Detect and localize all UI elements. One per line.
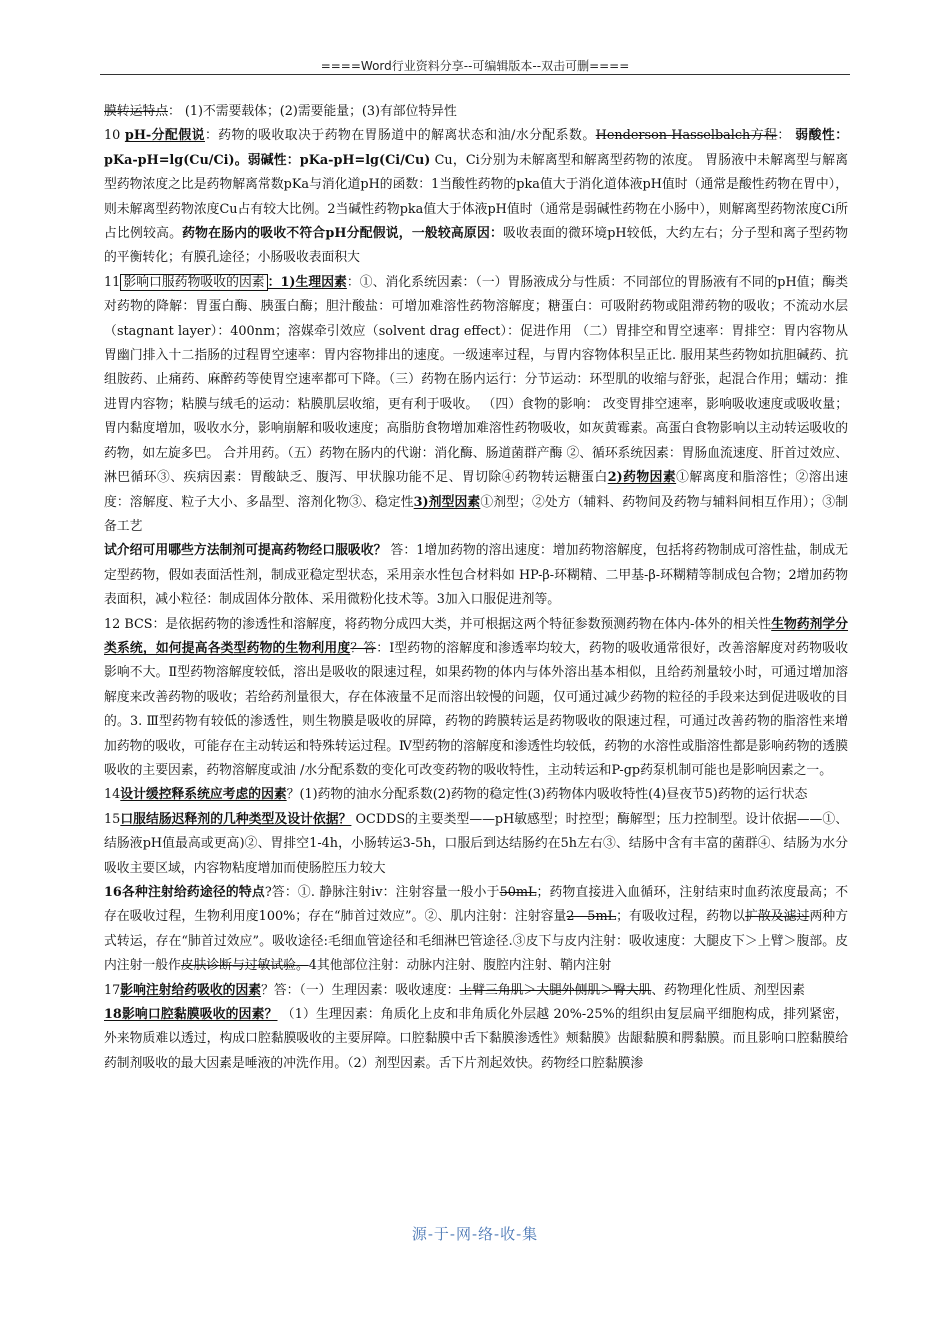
term-text: 影响注射给药吸收的因素 [120,982,262,998]
text-run: 12 BCS：是依据药物的渗透性和溶解度，将药物分成四大类，并可根据这两个特征参数预测药物在体内-体外的相关性 [104,616,772,632]
text-run: 答：1增加药物的溶出速度：增加药物溶解度，包括将药物制成可溶性盐，制成无定型药物，假如表面活性剂，制成亚稳定型状态，采用亲水性包合材料如 HP-β-环糊精、二甲基-β-环糊精等制成包合物；2增加药物表面积，减小粒径：制成固体分散体、采用微粉化技术等。3加入口服促进剂等。 [104,543,849,608]
term-text: 1)生理因素 [280,274,347,290]
text-run: ；药物直接进入血循环，注射结束时血药浓度最高；不存在吸收过程，生物利用度100%；存在“肺首过效应”。②、肌内注射：注射容量 [104,885,849,925]
paragraph [104,100,848,124]
bold-text: 16各种注射给药途径的特点 [104,885,265,900]
text-run: ：Ⅰ型药物的溶解度和渗透率均较大，药物的吸收通常很好，改善溶解度对药物吸收影响不大。Ⅱ型药物溶解度较低，溶出是吸收的限速过程，如果药物的体内与体外溶出基本相似，且给药剂量较小时，可通过增加溶解度来改善药物的吸收；若给药剂量很大，存在体液量不足而溶出较慢的问题，仅可通过减少药物的粒径的手段来达到促进吸收的目的。3. Ⅲ型药物有较低的渗透性，则生物膜是吸收的屏障，药物的跨膜转运是药物吸收的限速过程，可通过改善药物的脂溶性来增加药物的吸收，可能存在主动转运和特殊转运过程。Ⅳ型药物的溶解度和渗透性均较低，药物的水溶性或脂溶性都是影响药物的透膜吸收的主要因素，药物溶解度或油 /水分配系数的变化可改变药物的吸收特性，主动转运和P-gp药泵机制可能也是影响因素之一。 [104,640,849,778]
paragraph [104,783,848,807]
text-run: Cu，Ci分别为未解离型和解离型药物的浓度。 胃肠液中未解离型与解离型药物浓度之比是药物解离常数pKa与消化道pH的函数：1当酸性药物的pka值大于消化道体液pH值时（通常是酸性药物在胃中），则未解离型药物浓度Cu占有较大比例。2当碱性药物pka值大于体液pH值时（通常是弱碱性药物在小肠中），则解离型药物浓度Ci所占比例较高。 [104,152,848,242]
text-run: 17 [104,982,121,998]
term-text: 设计缓控释系统应考虑的因素 [120,787,287,803]
term-text: 口服结肠迟释剂的几种类型及设计依据？ [120,811,352,827]
strike-text: 上臂三角肌＞大腿外侧肌＞臀大肌 [459,982,652,998]
text-run: ：①、消化系统因素：（一）胃肠液成分与性质：不同部位的胃肠液有不同的pH值；酶类对药物的降解：胃蛋白酶、胰蛋白酶；胆汁酸盐：可增加难溶性药物溶解度；糖蛋白：可吸附药物或阻滞药物的吸收；不流动水层（stagnant layer）：400nm；溶媒牵引效应（solvent drag effect）：促进作用 （二）胃排空和胃空速率：胃排空：胃内容物从胃幽门排入十二指肠的过程胃空速率：胃内容物排出的速度。一级速率过程，与胃内容物体积呈正比. 服用某些药物如抗胆碱药、抗组胺药、止痛药、麻醉药等使胃空速率都可下降。（三）药物在肠内运行：分节运动：环型肌的收缩与舒张，起混合作用；蠕动：推进胃内容物；粘膜与绒毛的运动：粘膜肌层收缩，更有利于吸收。 （四）食物的影响： 改变胃排空速率，影响吸收速度或吸收量；胃内黏度增加，吸收水分，影响崩解和吸收速度；高脂肪食物增加难溶性药物吸收，如灰黄霉素。高蛋白食物影响以主动转运吸收的药物，如左旋多巴。 合并用药。（五）药物在肠内的代谢：消化酶、肠道菌群产酶 ②、循环系统因素：胃肠血流速度、肝首过效应、淋巴循环③、疾病因素：胃酸缺乏、腹泻、甲状腺功能不足、胃切除④药物转运糖蛋白 [104,274,849,486]
text-run: ?答：①. 静脉注射iv：注射容量一般小于 [264,885,500,900]
strike-text: 50mL [499,885,537,900]
strike-text: 皮肤诊断与过敏试验。 [180,958,309,974]
bold-text: 药物在肠内的吸收不符合pH分配假说，一般较高原因： [182,226,504,242]
text-run: 15 [104,811,121,827]
strike-text: 2—5mL [566,909,617,925]
text-run: ；有吸收过程，药物以 [616,909,745,925]
text-run: ： (1)不需要载体；(2)需要能量；(3)有部位特异性 [167,104,457,119]
bold-text: 弱酸性：pKa-pH=lg(Cu/Ci)。弱碱性：pKa-pH=lg(Ci/Cu) [104,128,849,168]
paragraph [104,881,848,979]
boxed-text: 影响口服药物吸收的因素 [120,274,267,291]
paragraph [104,124,848,270]
paragraph [104,271,848,539]
strike-text: 膜转运特点 [104,104,168,119]
text-run: 11 [104,274,121,290]
text-run: ： [777,128,796,144]
paragraph [104,979,848,1003]
text-run: 10 [104,128,125,144]
page-header: ====Word行业资料分享--可编辑版本--双击可删==== [100,58,850,75]
paragraph [104,613,848,784]
term-text: 3)剂型因素 [413,494,481,510]
text-run: （1）生理因素：角质化上皮和非角质化外层越 20%-25%的组织由复层扁平细胞构成，排列紧密，外来物质难以透过，构成口腔黏膜吸收的主要屏障。口腔黏膜中舌下黏膜渗透性》颊黏膜》齿龈黏膜和腭黏膜。而且影响口腔黏膜给药制剂吸收的最大因素是唾液的冲洗作用。（2）剂型因素。舌下片剂起效快。药物经口腔黏膜渗 [104,1007,848,1071]
term-text: 生物药剂学分类系统，如何提高各类型药物的生物利用度 [104,616,849,656]
text-run: ①解离度和脂溶性；②溶出速度：溶解度、粒子大小、多晶型、溶剂化物③、稳定性 [104,470,849,510]
paragraph [104,1003,848,1076]
strike-text: ？答 [350,640,377,656]
term-text: 18影响口腔黏膜吸收的因素？ [104,1007,278,1023]
text-run: 吸收表面的微环境pH较低，大约左右；分子型和离子型药物的平衡转化；有膜孔途径；小肠吸收表面积大 [104,226,848,266]
paragraph [104,539,848,612]
text-run: ？(1)药物的油水分配系数(2)药物的稳定性(3)药物体内吸收特性(4)昼夜节5)药物的运行状态 [286,787,808,803]
text-run: 、药物理化性质、剂型因素 [651,982,805,998]
text-run: ？答：（一）生理因素：吸收速度： [261,982,460,998]
text-run: ：药物的吸收取决于药物在胃肠道中的解离状态和油/水分配系数。 [204,128,596,144]
strike-text: 扩散及滤过 [744,909,810,925]
text-run: ①剂型；②处方（辅料、药物间及药物与辅料间相互作用）；③制备工艺 [104,494,849,534]
term-text: pH-分配假说 [124,128,205,144]
term-text: ： [267,274,281,290]
document-body [104,100,848,1076]
term-text: 2)药物因素 [607,470,677,486]
text-run: OCDDS的主要类型——pH敏感型；时控型；酶解型；压力控制型。设计依据——①、结肠液pH值最高或更高)②、胃排空1-4h，小肠转运3-5h，口服后到达结肠约在5h左右③、结肠中含有丰富的菌群④、结肠为水分吸收主要区域，内容物粘度增加而使肠腔压力较大 [104,811,849,876]
page-footer: 源-于-网-络-收-集 [411,1225,539,1243]
strike-text: Henderson-Hasselbalch方程 [595,128,778,144]
paragraph [104,808,848,881]
text-run: 14 [104,787,121,803]
text-run: 两种方式转运，存在“肺首过效应”。吸收途径:毛细血管途径和毛细淋巴管途径.③皮下与皮内注射：吸收速度：大腿皮下＞上臂＞腹部。皮内注射一般作 [104,909,849,974]
text-run: 4其他部位注射：动脉内注射、腹腔内注射、鞘内注射 [308,958,612,974]
bold-text: 试介绍可用哪些方法制剂可提高药物经口服吸收？ [104,543,387,559]
